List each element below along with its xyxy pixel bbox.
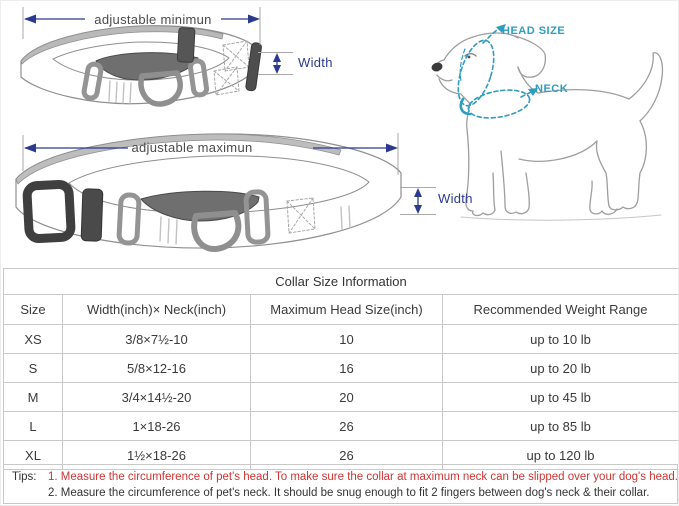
collar-size-table-section: [3, 268, 678, 470]
tip-item-2: 2. Measure the circumference of pet's neck. It should be snug enough to fit 2 fingers between dog's neck & their collar.: [48, 487, 650, 499]
width-label-min: Width: [298, 55, 333, 70]
width-label-max: Width: [438, 191, 473, 206]
cell-width-neck: 1×18-26: [63, 412, 251, 441]
arrow-right-icon: [248, 15, 260, 24]
cell-head-size: 20: [251, 383, 443, 412]
collar-max-slider: [81, 189, 103, 242]
arrow-up-icon: [273, 53, 281, 62]
tip-item-1: 1. Measure the circumference of pet's head. To make sure the collar at maximum neck can be slipped over your dog's head.: [48, 471, 678, 483]
dog-nose: [431, 61, 444, 72]
tips-section: [3, 464, 678, 504]
col-header-head-size: Maximum Head Size(inch): [251, 295, 443, 325]
cell-head-size: 26: [251, 412, 443, 441]
cell-weight-range: up to 20 lb: [443, 354, 679, 383]
arrow-down-icon: [273, 65, 281, 74]
cell-weight-range: up to 10 lb: [443, 325, 679, 354]
table-title-row: [4, 269, 679, 295]
arrow-left-icon: [24, 15, 36, 24]
cell-size: L: [4, 412, 63, 441]
arrow-right-icon: [386, 144, 398, 153]
tips-label: Tips:: [12, 471, 37, 483]
col-header-width-neck: Width(inch)× Neck(inch): [63, 295, 251, 325]
cell-size: M: [4, 383, 63, 412]
head-size-label: HEAD SIZE: [502, 25, 566, 37]
adjustable-minimum-label: adjustable minimun: [94, 12, 212, 27]
arrow-up-icon: [414, 188, 422, 197]
cell-width-neck: 3/4×14½-20: [63, 383, 251, 412]
cell-weight-range: up to 85 lb: [443, 412, 679, 441]
cell-size: S: [4, 354, 63, 383]
dog-eye: [468, 56, 471, 59]
cell-weight-range: up to 45 lb: [443, 383, 679, 412]
min-width-arrows: [258, 53, 293, 75]
arrow-left-icon: [24, 144, 36, 153]
cell-width-neck: 1½×18-26: [63, 441, 251, 470]
cell-weight-range: up to 120 lb: [443, 441, 679, 470]
cell-head-size: 26: [251, 441, 443, 470]
col-header-size: Size: [4, 295, 63, 325]
table-header-row: [4, 295, 679, 325]
cell-width-neck: 3/8×7½-10: [63, 325, 251, 354]
neck-measure-ellipse: [466, 86, 532, 122]
table-row-xs: [4, 325, 679, 354]
cell-head-size: 16: [251, 354, 443, 383]
cell-head-size: 10: [251, 325, 443, 354]
cell-width-neck: 5/8×12-16: [63, 354, 251, 383]
collar-size-table: [3, 268, 679, 470]
arrow-down-icon: [414, 205, 422, 214]
table-row-s: [4, 354, 679, 383]
neck-label: NECK: [535, 83, 569, 95]
collar-diagrams-svg: [1, 1, 679, 266]
cell-size: XS: [4, 325, 63, 354]
table-row-m: [4, 383, 679, 412]
cell-size: XL: [4, 441, 63, 470]
max-width-arrows: [400, 188, 436, 215]
collar-min-slider: [177, 28, 195, 63]
table-title: Collar Size Information: [4, 269, 679, 295]
adjustable-maximum-label: adjustable maximun: [131, 140, 253, 155]
collar-min-illustration: [21, 26, 262, 104]
table-row-l: [4, 412, 679, 441]
col-header-weight-range: Recommended Weight Range: [443, 295, 679, 325]
